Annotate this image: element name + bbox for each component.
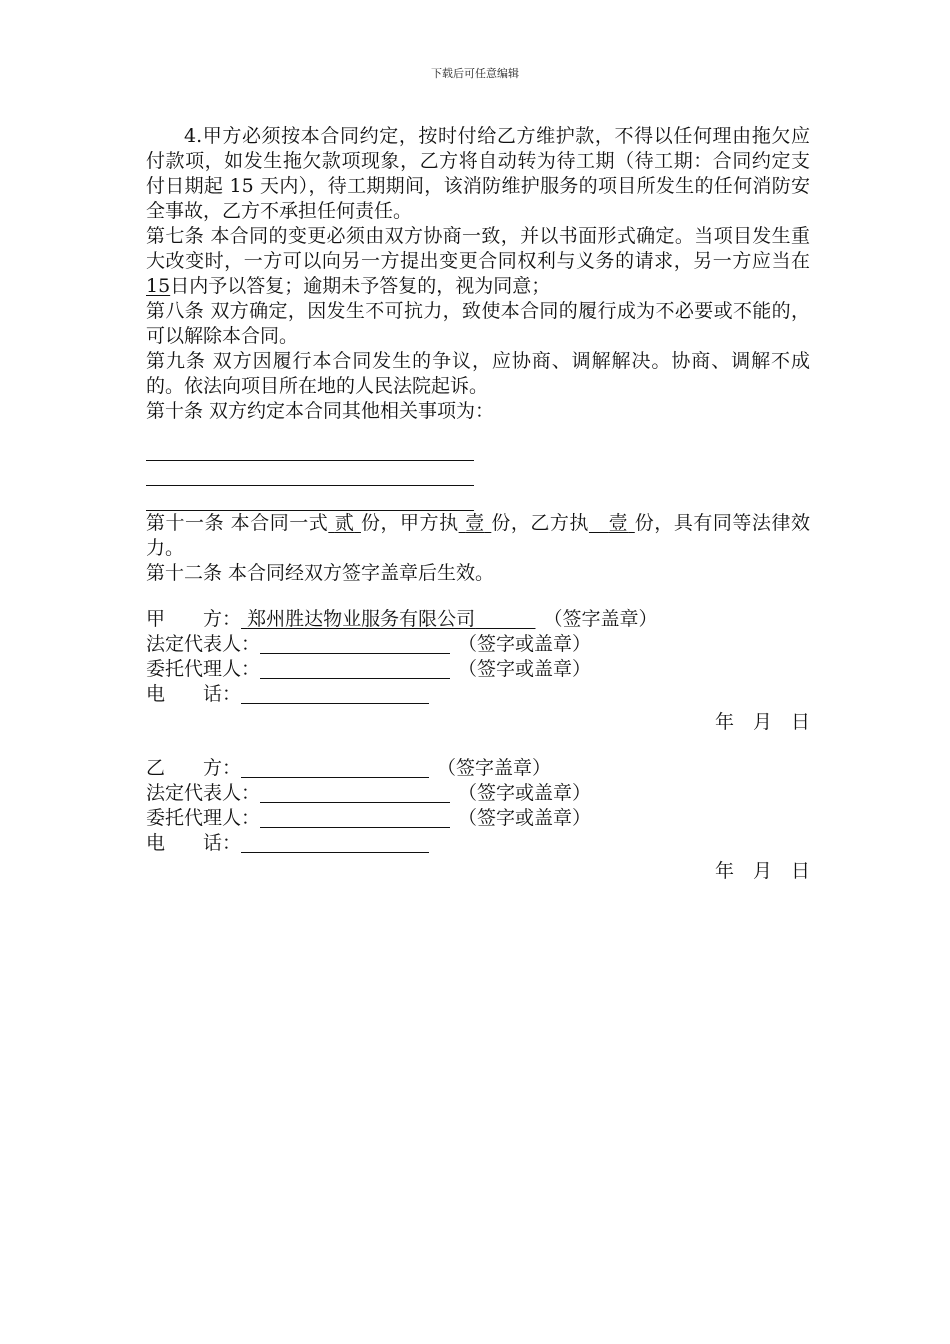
party-a-phone-label: 电 话： <box>146 683 242 705</box>
party-b-rep-label: 法定代表人： <box>146 782 261 804</box>
party-b-date: 年 月 日 <box>714 860 810 882</box>
blank-lines <box>146 436 810 511</box>
party-b-phone-label: 电 话： <box>146 832 242 854</box>
article-11-party-b-copies <box>589 512 635 534</box>
party-b-phone-field[interactable] <box>241 832 429 853</box>
article-7-text-b: 日内予以答复；逾期未予答复的，视为同意； <box>170 275 551 297</box>
party-a-phone-row <box>146 682 810 707</box>
party-a-phone-field[interactable] <box>241 683 429 704</box>
party-a-agent-field[interactable] <box>260 658 450 679</box>
party-b-agent-note: （签字或盖章） <box>458 807 592 829</box>
contract-body <box>146 124 810 884</box>
article-11-text-a: 第十一条 本合同一式 <box>146 512 329 534</box>
article-10: 第十条 双方约定本合同其他相关事项为： <box>146 400 495 422</box>
article-12: 第十二条 本合同经双方签字盖章后生效。 <box>146 562 495 584</box>
party-b-agent-field[interactable] <box>260 807 450 828</box>
article-9: 第九条 双方因履行本合同发生的争议，应协商、调解解决。协商、调解不成的。依法向项目所在地的人民法院起诉。 <box>146 350 810 397</box>
article-11-party-a-copies <box>459 512 492 534</box>
party-a-rep-note: （签字或盖章） <box>458 633 592 655</box>
party-a-name <box>241 607 535 632</box>
article-11-copies <box>328 512 361 534</box>
article-7-text-a: 第七条 本合同的变更必须由双方协商一致，并以书面形式确定。当项目发生重大改变时，一方可以向另一方提出变更合同权利与义务的请求，另一方应当在 <box>146 225 810 272</box>
article-11-party-a-value: 壹 <box>465 512 485 534</box>
blank-line-2[interactable] <box>146 461 474 486</box>
party-b-seal-note: （签字盖章） <box>437 757 552 779</box>
blank-line-3[interactable] <box>146 486 474 511</box>
article-11-text-d: 份，具有同等法律效力。 <box>146 512 810 559</box>
party-a-agent-label: 委托代理人： <box>146 658 261 680</box>
party-b-agent-label: 委托代理人： <box>146 807 261 829</box>
article-11-copies-value: 贰 <box>334 512 355 534</box>
party-a-agent-note: （签字或盖章） <box>458 658 592 680</box>
article-11-party-b-value: 壹 <box>608 512 629 534</box>
article-11-text-c: 份，乙方执 <box>491 512 589 534</box>
party-a-rep-field[interactable] <box>260 633 450 654</box>
article-11 <box>146 511 810 561</box>
party-a-row <box>146 607 810 632</box>
party-b-rep-field[interactable] <box>260 782 450 803</box>
party-b-rep-row <box>146 781 810 806</box>
header-note: 下载后可任意编辑 <box>431 67 519 80</box>
party-b-agent-row <box>146 806 810 831</box>
clause-4: 4.甲方必须按本合同约定，按时付给乙方维护款，不得以任何理由拖欠应付款项，如发生拖欠款项现象，乙方将自动转为待工期（待工期：合同约定支付日期起 15 天内），待工期期间，该消防维护服务的项目所发生的任何消防安全事故，乙方不承担任何责任。 <box>146 125 810 222</box>
party-a-date: 年 月 日 <box>714 711 810 733</box>
party-b-label: 乙 方： <box>146 757 242 779</box>
party-a-label: 甲 方： <box>146 608 242 630</box>
party-a-seal-note: （签字盖章） <box>543 608 658 630</box>
article-7 <box>146 224 810 299</box>
party-b-phone-row <box>146 831 810 856</box>
party-b-row <box>146 756 810 781</box>
article-7-days: 15 <box>146 275 171 297</box>
party-b-rep-note: （签字或盖章） <box>458 782 592 804</box>
article-8: 第八条 双方确定，因发生不可抗力，致使本合同的履行成为不必要或不能的，可以解除本合同。 <box>146 300 810 347</box>
party-a-agent-row <box>146 657 810 682</box>
party-a-rep-row <box>146 632 810 657</box>
blank-line-1[interactable] <box>146 436 474 461</box>
party-a-rep-label: 法定代表人： <box>146 633 261 655</box>
party-b-name-field[interactable] <box>241 757 429 778</box>
article-11-text-b: 份，甲方执 <box>360 512 459 534</box>
party-a-name-value: 郑州胜达物业服务有限公司 <box>247 608 476 630</box>
